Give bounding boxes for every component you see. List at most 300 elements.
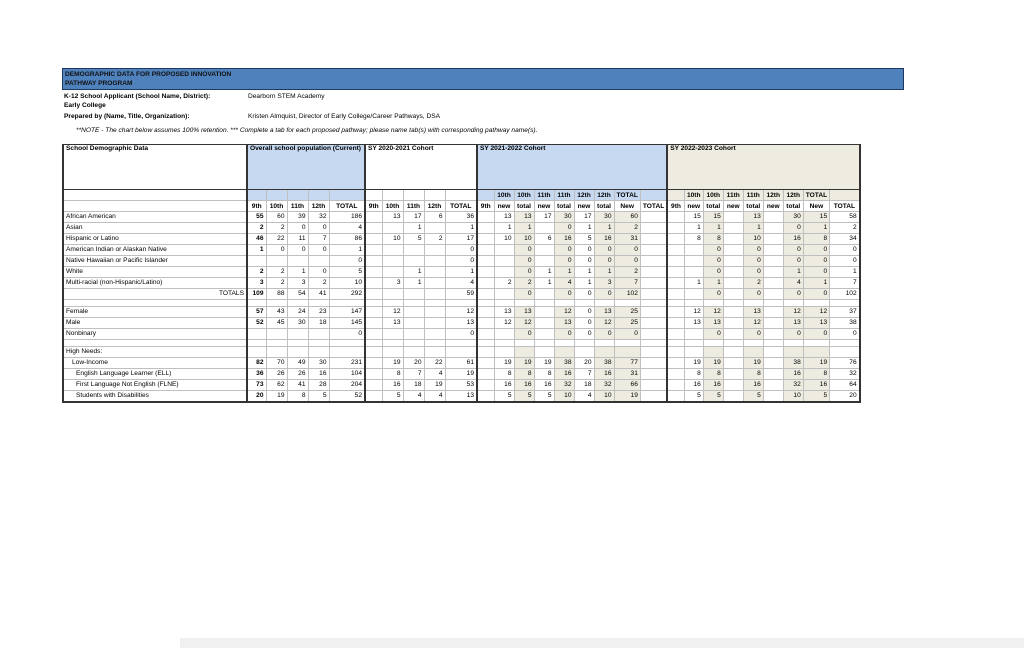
cell-sy2021: 31 [614,234,640,245]
demographic-table [62,144,861,403]
cell-sy2021 [494,289,514,300]
cell-sy2021 [494,245,514,256]
cell-sy2022: 12 [803,307,829,318]
cell-sy2022: 12 [703,307,723,318]
table-row [63,245,860,256]
cell-overall [266,347,287,358]
cell-sy2021: 0 [594,329,614,340]
cell-sy2022 [667,329,684,340]
spacer-cell [287,340,308,347]
spacer-cell [494,300,514,307]
table-row [63,391,860,403]
cell-sy2022: 12 [743,318,763,329]
cell-sy2020: 19 [382,358,403,369]
cell-overall: 147 [329,307,365,318]
cell-overall: 86 [329,234,365,245]
table-row [63,329,860,340]
spacer-cell [783,300,803,307]
row-label: Asian [63,223,247,234]
subheader-blank [247,190,266,201]
cell-overall [287,347,308,358]
cell-sy2021 [477,347,494,358]
cell-overall: 36 [247,369,266,380]
cell-overall [266,256,287,267]
subheader-sy2020: 11th [403,201,424,212]
cell-sy2022: 0 [783,329,803,340]
cell-overall: 4 [329,223,365,234]
cell-sy2022: 0 [743,245,763,256]
cell-sy2022 [723,380,743,391]
cell-sy2021: 16 [554,369,574,380]
cell-sy2021: 10 [494,234,514,245]
cell-overall: 5 [329,267,365,278]
cell-sy2021: 4 [574,391,594,403]
cell-sy2022 [667,212,684,223]
subheader-sy2021: total [594,201,614,212]
cell-sy2022: 0 [743,267,763,278]
row-label: Students with Disabilities [63,391,247,403]
cell-sy2022: 1 [684,223,703,234]
cell-overall: 2 [308,278,329,289]
subheader-sy2022: New [803,201,829,212]
cell-sy2021: 1 [574,223,594,234]
cell-sy2020 [424,267,445,278]
spacer-cell [614,340,640,347]
cell-sy2020 [365,234,382,245]
cell-sy2020 [365,278,382,289]
cell-sy2020: 61 [445,358,477,369]
cell-sy2020: 0 [445,329,477,340]
subheader-blank [63,190,247,201]
cell-overall: 2 [247,223,266,234]
cell-sy2022: 16 [803,380,829,391]
subheader-sy2021: new [494,201,514,212]
cell-sy2022: 0 [803,256,829,267]
cell-sy2022: 102 [830,289,860,300]
cell-sy2022: 12 [783,307,803,318]
cell-sy2022: 58 [830,212,860,223]
spacer-cell [308,340,329,347]
spacer-cell [534,340,554,347]
cell-sy2021: 20 [574,358,594,369]
cell-sy2021: 30 [594,212,614,223]
cell-overall: 0 [308,245,329,256]
table-row [63,234,860,245]
subheader-sy2021: New [614,201,640,212]
cell-sy2022: 5 [703,391,723,403]
cell-sy2022 [763,234,783,245]
cell-overall: 0 [329,256,365,267]
cell-sy2022: 8 [684,369,703,380]
cell-sy2020: 0 [445,256,477,267]
cell-overall: 2 [266,223,287,234]
cell-sy2020 [403,245,424,256]
cell-sy2021 [640,223,667,234]
cell-sy2022: 37 [830,307,860,318]
cell-sy2021 [477,318,494,329]
row-label: High Needs: [63,347,247,358]
cell-sy2022: 20 [830,391,860,403]
cell-overall [287,256,308,267]
cell-sy2022: 1 [684,278,703,289]
cell-sy2020: 13 [445,318,477,329]
cell-sy2021: 32 [594,380,614,391]
cell-sy2021: 16 [514,380,534,391]
cell-sy2020 [424,223,445,234]
spacer-cell [424,300,445,307]
cell-sy2020 [424,329,445,340]
table-row [63,289,860,300]
cell-sy2020 [403,318,424,329]
cell-sy2021: 17 [574,212,594,223]
subheader-blank [424,190,445,201]
subheader-sy2021-top [477,190,494,201]
subheader-blank [403,190,424,201]
cell-sy2022 [723,391,743,403]
cell-sy2020 [365,347,382,358]
cell-sy2020 [424,347,445,358]
cell-sy2022 [667,358,684,369]
spacer-cell [594,340,614,347]
cell-sy2022 [667,278,684,289]
cell-sy2022 [723,329,743,340]
spacer-cell [534,300,554,307]
spacer-cell [514,300,534,307]
subheader-blank [308,190,329,201]
cell-sy2022 [667,223,684,234]
cell-sy2021: 0 [574,307,594,318]
cell-sy2022 [723,223,743,234]
subheader-sy2022: new [723,201,743,212]
cell-sy2022: 13 [703,318,723,329]
table-row [63,212,860,223]
cell-sy2020: 4 [424,369,445,380]
subheader-sy2022-top [830,190,860,201]
spacer-row [63,300,860,307]
subheader-sy2021: new [574,201,594,212]
cell-sy2022: 12 [684,307,703,318]
cell-sy2021 [477,391,494,403]
cell-sy2022: 13 [803,318,829,329]
cell-sy2020: 0 [445,245,477,256]
cell-overall: 19 [266,391,287,403]
cell-sy2020: 8 [382,369,403,380]
cell-sy2020: 1 [445,223,477,234]
cell-sy2021: 0 [554,289,574,300]
table-group-header-row [63,145,860,190]
table-row [63,358,860,369]
cell-sy2022 [743,347,763,358]
cell-sy2020: 1 [403,267,424,278]
cell-overall: 0 [266,245,287,256]
cell-sy2021 [514,347,534,358]
cell-sy2022 [763,318,783,329]
cell-sy2022: 19 [684,358,703,369]
spacer-cell [445,340,477,347]
cell-sy2020: 18 [403,380,424,391]
spacer-cell [640,300,667,307]
cell-overall [308,347,329,358]
cell-sy2022 [763,358,783,369]
subheader-sy2021-top: 11th [534,190,554,201]
cell-overall: 55 [247,212,266,223]
subheader-sy2021: total [554,201,574,212]
cell-overall: 16 [308,369,329,380]
cell-sy2021 [640,256,667,267]
cell-sy2020: 19 [424,380,445,391]
cell-sy2022 [783,347,803,358]
cell-sy2021 [640,289,667,300]
cell-sy2020: 16 [382,380,403,391]
cell-sy2022: 30 [783,212,803,223]
cell-sy2021: 7 [614,278,640,289]
cell-sy2022: 0 [830,256,860,267]
spacer-cell [63,300,247,307]
cell-sy2021: 1 [534,267,554,278]
cell-overall: 0 [308,267,329,278]
cell-overall: 30 [287,318,308,329]
subheader-blank [266,190,287,201]
subheader-sy2020: 12th [424,201,445,212]
subheader-sy2021-top: 10th [494,190,514,201]
cell-sy2022: 8 [703,234,723,245]
spacer-cell [365,340,382,347]
prepared-value: Kristen Almquist, Director of Early College/Career Pathways, DSA [248,113,441,120]
cell-sy2020: 13 [445,391,477,403]
cell-sy2022: 10 [783,391,803,403]
cell-sy2022 [723,212,743,223]
cell-sy2021: 13 [514,212,534,223]
cell-sy2020: 13 [382,212,403,223]
cell-sy2021 [477,234,494,245]
cell-sy2021: 1 [514,223,534,234]
cell-sy2022: 2 [830,223,860,234]
cell-sy2022 [723,234,743,245]
spacer-cell [743,340,763,347]
cell-sy2020: 1 [403,278,424,289]
cell-sy2022 [684,267,703,278]
cell-sy2021: 12 [594,318,614,329]
cell-overall: 46 [247,234,266,245]
spacer-cell [723,300,743,307]
cell-sy2021 [640,329,667,340]
row-label: First Language Not English (FLNE) [63,380,247,391]
cell-sy2022: 64 [830,380,860,391]
cell-sy2021 [477,223,494,234]
cell-sy2022 [723,347,743,358]
cell-sy2020 [365,212,382,223]
cell-sy2021 [494,329,514,340]
cell-sy2020 [382,329,403,340]
cell-sy2022: 0 [803,267,829,278]
cell-sy2021: 7 [574,369,594,380]
cell-sy2022: 0 [703,267,723,278]
cell-sy2022: 16 [703,380,723,391]
subheader-overall: 12th [308,201,329,212]
subheader-sy2021: total [514,201,534,212]
cell-sy2020 [365,289,382,300]
cell-sy2020 [424,256,445,267]
cell-sy2020: 59 [445,289,477,300]
cell-sy2022: 5 [684,391,703,403]
cell-overall: 39 [287,212,308,223]
cell-sy2020: 4 [445,278,477,289]
cell-sy2021 [640,212,667,223]
cell-sy2021: 1 [594,267,614,278]
spacer-cell [514,340,534,347]
spacer-cell [287,300,308,307]
spacer-cell [703,340,723,347]
cell-sy2021: 0 [614,245,640,256]
cell-sy2021 [477,289,494,300]
cell-sy2021: 0 [514,289,534,300]
cell-sy2022: 8 [803,369,829,380]
cell-sy2020: 13 [382,318,403,329]
cell-overall: 26 [287,369,308,380]
cell-sy2021 [640,307,667,318]
cell-sy2021: 16 [594,234,614,245]
cell-overall: 88 [266,289,287,300]
cell-sy2021: 19 [494,358,514,369]
cell-sy2021: 16 [554,234,574,245]
cell-sy2021 [477,358,494,369]
subheader-sy2021-top [640,190,667,201]
cell-sy2021: 2 [494,278,514,289]
cell-sy2022 [763,278,783,289]
cell-sy2021 [640,318,667,329]
table-row [63,278,860,289]
cell-overall: 10 [329,278,365,289]
spacer-cell [63,340,247,347]
cell-sy2021: 2 [514,278,534,289]
cell-sy2020 [403,307,424,318]
cell-sy2022: 0 [803,289,829,300]
cell-sy2022 [667,380,684,391]
cell-overall: 18 [308,318,329,329]
cell-sy2021 [477,278,494,289]
subheader-sy2022-top: 10th [703,190,723,201]
cell-sy2022: 76 [830,358,860,369]
cell-sy2022 [763,267,783,278]
cell-overall: 2 [266,267,287,278]
cell-overall: 49 [287,358,308,369]
cell-sy2020 [382,245,403,256]
cell-sy2022: 13 [783,318,803,329]
spacer-cell [703,300,723,307]
cell-sy2021: 0 [574,245,594,256]
cell-overall: 82 [247,358,266,369]
cell-sy2021: 102 [614,289,640,300]
cell-sy2021: 13 [514,307,534,318]
cell-sy2021: 0 [574,289,594,300]
cell-overall: 292 [329,289,365,300]
cell-sy2020 [365,391,382,403]
cell-sy2021: 0 [554,245,574,256]
cell-overall: 30 [308,358,329,369]
spacer-cell [640,340,667,347]
cell-sy2022: 5 [803,391,829,403]
row-label: American Indian or Alaskan Native [63,245,247,256]
cell-sy2021: 17 [534,212,554,223]
cell-sy2021: 6 [534,234,554,245]
cell-sy2021 [640,278,667,289]
cell-sy2022 [667,391,684,403]
spacer-cell [803,340,829,347]
cell-sy2020 [403,329,424,340]
cell-overall: 41 [308,289,329,300]
cell-overall [247,329,266,340]
cell-sy2021: 77 [614,358,640,369]
subheader-sy2022: new [684,201,703,212]
cell-sy2022 [763,289,783,300]
spacer-cell [247,340,266,347]
row-label: Hispanic or Latino [63,234,247,245]
cell-sy2022 [723,289,743,300]
cell-sy2021: 0 [514,245,534,256]
cell-sy2022 [763,369,783,380]
cell-sy2020 [424,245,445,256]
cell-sy2021 [640,369,667,380]
cell-overall: 28 [308,380,329,391]
spacer-cell [403,340,424,347]
spacer-cell [477,300,494,307]
cell-sy2020 [403,256,424,267]
cell-overall [329,347,365,358]
spacer-cell [477,340,494,347]
cell-sy2021 [640,347,667,358]
cell-sy2020: 12 [382,307,403,318]
cell-sy2020 [365,267,382,278]
spacer-cell [594,300,614,307]
cell-overall: 26 [266,369,287,380]
cell-overall: 0 [287,223,308,234]
cell-sy2022: 13 [743,307,763,318]
subheader-overall: TOTAL [329,201,365,212]
cell-sy2022: 0 [743,289,763,300]
cell-sy2022: 32 [783,380,803,391]
spacer-cell [684,340,703,347]
cell-sy2020: 4 [403,391,424,403]
cell-sy2021: 5 [514,391,534,403]
spacer-cell [329,340,365,347]
cell-sy2020: 4 [424,391,445,403]
cell-overall: 11 [287,234,308,245]
table-row [63,267,860,278]
cell-sy2021: 1 [554,267,574,278]
cell-sy2021 [534,329,554,340]
cell-sy2021: 0 [614,329,640,340]
col-header-sy2020: SY 2020-2021 Cohort [365,145,477,190]
row-label: Multi-racial (non-Hispanic/Latino) [63,278,247,289]
cell-sy2022 [763,223,783,234]
cell-sy2022 [684,289,703,300]
cell-sy2020 [365,307,382,318]
cell-sy2021: 1 [594,223,614,234]
cell-sy2021 [640,358,667,369]
cell-sy2022: 0 [783,223,803,234]
cell-sy2022: 1 [803,223,829,234]
cell-sy2022: 8 [703,369,723,380]
cell-sy2020 [365,369,382,380]
cell-sy2021 [594,347,614,358]
cell-sy2021 [640,391,667,403]
cell-sy2021 [477,380,494,391]
cell-sy2022: 0 [803,245,829,256]
cell-overall: 1 [247,245,266,256]
spacer-cell [763,300,783,307]
applicant-label-2: Early College [64,102,106,109]
cell-sy2022: 0 [703,289,723,300]
